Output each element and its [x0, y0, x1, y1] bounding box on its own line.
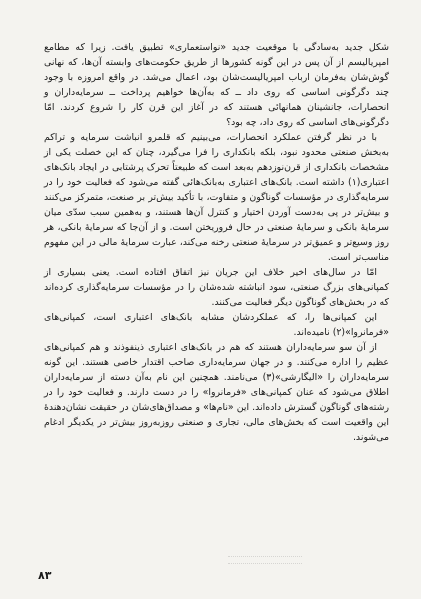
- paragraph-2: با در نظر گرفتن عملکرد انحصارات، می‌بینیم که قلمرو انباشت سرمایه و تراکم به‌بخش صنعتی محدود نبود، بلکه بانکداری را فرا می‌گیرد، چنان که این خصلت یکی از مشخصات بانکداری از قرن‌نوزدهم به‌بعد است که طبیعتاً تحرک پرشتابی در ایجاد بانک‌های اعتباری(۱) داشته است. بانک‌های اعتباری به‌بانک‌هائی گفته می‌شود که فعالیت خود را در سرمایه‌گذاری در مؤسسات گوناگون و متفاوت، با تأکید بیش‌تر بر صنعت، متمرکز می‌کنند و بیش‌تر در پی به‌دست آوردن اختیار و کنترل آن‌ها هستند، و به‌همین سبب سدّی میان سرمایهٔ بانکی و سرمایهٔ صنعتی در حال فروریختن است. و از آن‌جا که سرمایهٔ بانکی، هر روز وسیع‌تر و عمیق‌تر در سرمایهٔ صنعتی رخنه می‌کند، عبارت سرمایهٔ مالی در این مفهوم مناسب‌تر است.: [44, 132, 389, 263]
- faint-footnote-bleed: [228, 556, 302, 564]
- paragraph-1: شکل جدید به‌سادگی با موقعیت جدید «نواستعماری» تطبیق یافت. زیرا که مطامع امپریالیسم از آن پس در این گونه کشورها از طریق حکومت‌های وابسته آن‌ها، که نهانی گوش‌شان به‌فرمان ارباب امپریالیست‌شان بود، اعمال می‌شد. در واقع امروزه با وجود چند دگرگونی اساسی که روی داد ــ که به‌آن‌ها خواهیم پرداخت ــ سرمایه‌داران و انحصارات، جانشینان همانهائی هستند که در آغاز این قرن کار را شروع کردند. امّا دگرگونی‌های اساسی که روی داد، چه بود؟: [44, 42, 389, 128]
- paragraph-3: امّا در سال‌های اخیر خلاف این جریان نیز اتفاق افتاده است. یعنی بسیاری از کمپانی‌های بزرگ صنعتی، سود انباشته شده‌شان را در مؤسسات سرمایه‌گذاری کرده‌اند که در بخش‌های گوناگون دیگر فعالیت می‌کنند.: [44, 267, 389, 308]
- page-number: ۸۳: [38, 569, 52, 582]
- paragraph-5: از آن سو سرمایه‌داران هستند که هم در بانک‌های اعتباری ذینفوذند و هم کمپانی‌های عظیم را اداره می‌کنند. و در جهان سرمایه‌داری صاحب اقتدار خاصی هستند. این گونه سرمایه‌داران را «الیگارشی»(۳) می‌نامند. همچنین این نام به‌آن دسته از سرمایه‌داران اطلاق می‌شود که عنان کمپانی‌های «فرمانروا» را در دست دارند. و فعالیت خود را در رشته‌های گوناگون گسترش داده‌اند. این «نام‌ها» و مصداق‌های‌شان در حقیقت نشان‌دهندهٔ این واقعیت است که بخش‌های مالی، تجاری و صنعتی روز‌به‌روز بیش‌تر در یکدیگر ادغام می‌شوند.: [44, 342, 389, 443]
- paragraph-4: این کمپانی‌ها را، که عملکردشان مشابه بانک‌های اعتباری است، کمپانی‌های «فرمانروا»(۲) نامیده‌اند.: [44, 312, 389, 338]
- body-text: [44, 40, 389, 445]
